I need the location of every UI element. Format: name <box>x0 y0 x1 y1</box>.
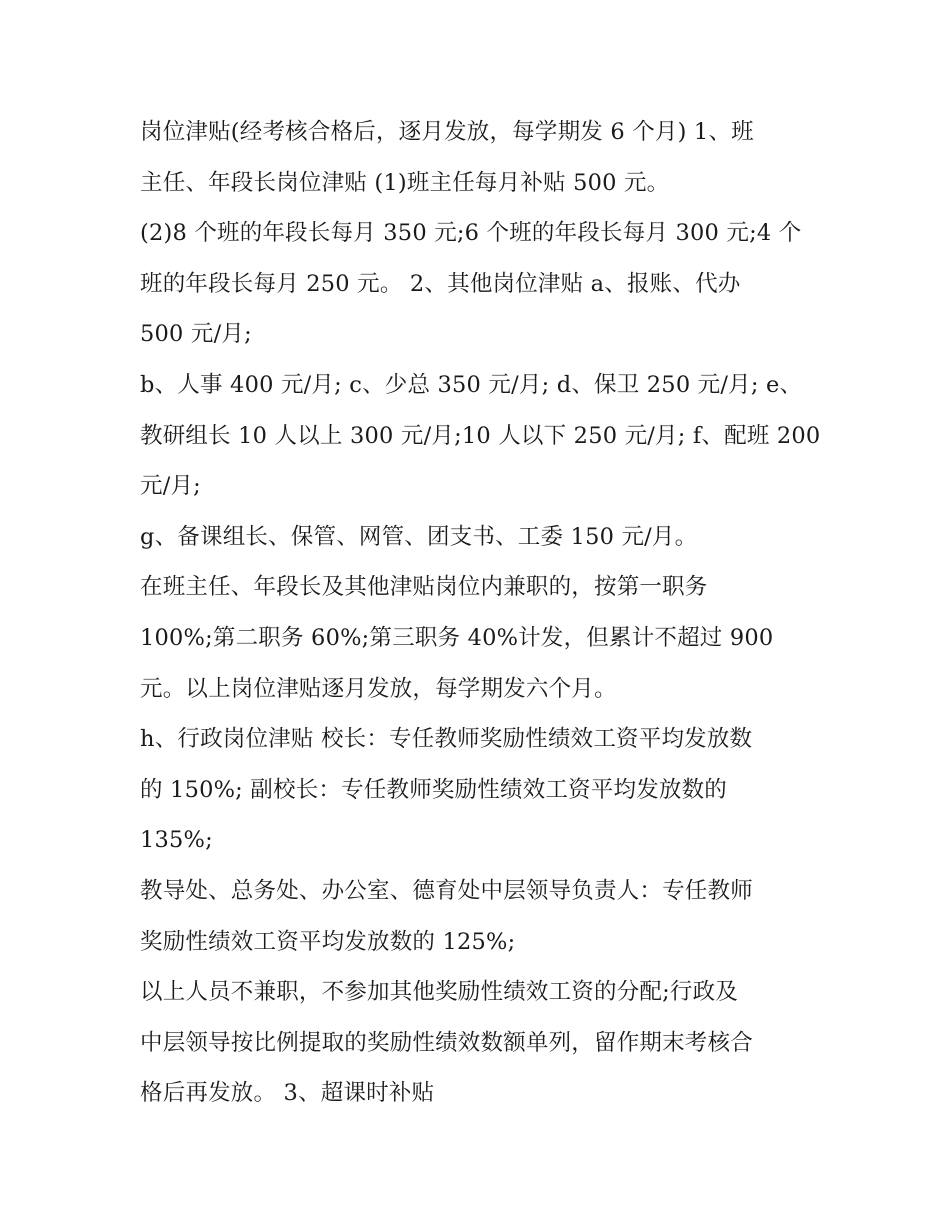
paragraph-grade-leader-allowance <box>140 208 830 360</box>
document-body <box>140 107 830 1119</box>
text-line: 格后再发放。 3、超课时补贴 <box>140 1080 435 1107</box>
text-line: 教研组长 10 人以上 300 元/月;10 人以下 250 元/月; f、配班 200 <box>140 422 821 449</box>
text-line: 500 元/月; <box>140 321 252 348</box>
text-line: 100%;第二职务 60%;第三职务 40%计发，但累计不超过 900 <box>140 624 774 651</box>
paragraph-distribution-rule <box>140 967 830 1119</box>
text-line: 元。以上岗位津贴逐月发放，每学期发六个月。 <box>140 675 617 702</box>
text-line: g、备课组长、保管、网管、团支书、工委 150 元/月。 <box>140 523 698 550</box>
text-line: 岗位津贴(经考核合格后，逐月发放，每学期发 6 个月) 1、班 <box>140 119 754 145</box>
text-line: 元/月; <box>140 473 201 500</box>
paragraph-middle-management-allowance <box>140 866 830 967</box>
paragraph-concurrent-duty-rule <box>140 562 830 714</box>
text-line: 以上人员不兼职，不参加其他奖励性绩效工资的分配;行政及 <box>140 979 738 1006</box>
text-line: 奖励性绩效工资平均发放数的 125%; <box>140 928 516 955</box>
text-line: 教导处、总务处、办公室、德育处中层领导负责人：专任教师 <box>140 877 753 904</box>
text-line: 的 150%; 副校长：专任教师奖励性绩效工资平均发放数的 <box>140 776 728 803</box>
text-line: b、人事 400 元/月; c、少总 350 元/月; d、保卫 250 元/月; e、 <box>140 371 803 398</box>
text-line: 在班主任、年段长及其他津贴岗位内兼职的，按第一职务 <box>140 574 708 601</box>
text-line: h、行政岗位津贴 校长：专任教师奖励性绩效工资平均发放数 <box>140 726 753 753</box>
text-line: 135%; <box>140 827 213 854</box>
paragraph-lesson-group-allowance <box>140 512 830 563</box>
paragraph-other-allowances <box>140 360 830 512</box>
paragraph-position-allowance-intro <box>140 107 830 208</box>
text-line: 中层领导按比例提取的奖励性绩效数额单列，留作期末考核合 <box>140 1029 753 1056</box>
text-line: 班的年段长每月 250 元。 2、其他岗位津贴 a、报账、代办 <box>140 270 741 297</box>
text-line: 主任、年段长岗位津贴 (1)班主任每月补贴 500 元。 <box>140 169 670 196</box>
text-line: (2)8 个班的年段长每月 350 元;6 个班的年段长每月 300 元;4 个 <box>140 220 802 247</box>
paragraph-administrative-allowance <box>140 714 830 866</box>
